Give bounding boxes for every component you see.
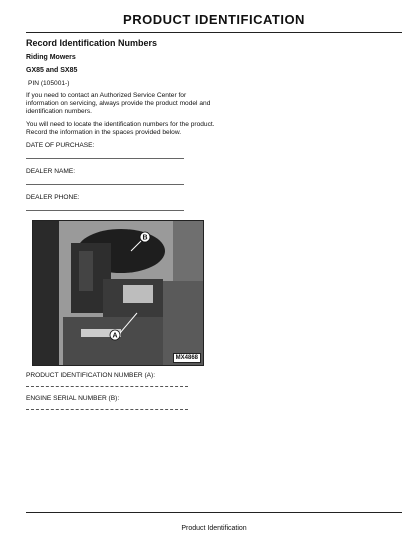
engine-photo <box>32 220 204 366</box>
pin-range: PIN (105001-) <box>28 80 70 87</box>
product-id-number-blank[interactable] <box>26 379 188 387</box>
main-content <box>26 38 216 418</box>
dealer-name-label: DEALER NAME: <box>26 168 76 175</box>
engine-illustration <box>33 221 203 365</box>
engine-fitting <box>123 285 153 303</box>
model-subheading: Riding Mowers <box>26 54 76 61</box>
dealer-name-blank[interactable] <box>26 175 184 185</box>
locate-paragraph: You will need to locate the identification numbers for the product. Record the information in the spaces provided below. <box>26 121 215 136</box>
page-header <box>26 10 402 33</box>
engine-base <box>63 317 163 365</box>
engine-serial-number-label: ENGINE SERIAL NUMBER (B): <box>26 395 120 402</box>
engine-serial-number-blank[interactable] <box>26 402 188 410</box>
dealer-phone-label: DEALER PHONE: <box>26 194 80 201</box>
callout-b-label: B <box>142 234 148 242</box>
product-id-number-label: PRODUCT IDENTIFICATION NUMBER (A): <box>26 372 156 379</box>
page-footer <box>26 512 402 535</box>
mower-frame-left <box>33 221 59 365</box>
mower-hood-right <box>173 221 203 281</box>
date-of-purchase-label: DATE OF PURCHASE: <box>26 142 95 149</box>
callout-a-label: A <box>112 332 118 340</box>
date-of-purchase-blank[interactable] <box>26 149 184 159</box>
figure-id: MX4868 <box>173 353 201 363</box>
model-names: GX85 and SX85 <box>26 67 78 74</box>
engine-label-plate <box>79 251 93 291</box>
section-heading: Record Identification Numbers <box>26 38 158 48</box>
footer-text: Product Identification <box>181 525 247 532</box>
intro-paragraph: If you need to contact an Authorized Service Center for information on servicing, always provide the product model and identification numbers. <box>26 92 211 115</box>
dealer-phone-blank[interactable] <box>26 201 184 211</box>
page-title: PRODUCT IDENTIFICATION <box>123 12 305 27</box>
